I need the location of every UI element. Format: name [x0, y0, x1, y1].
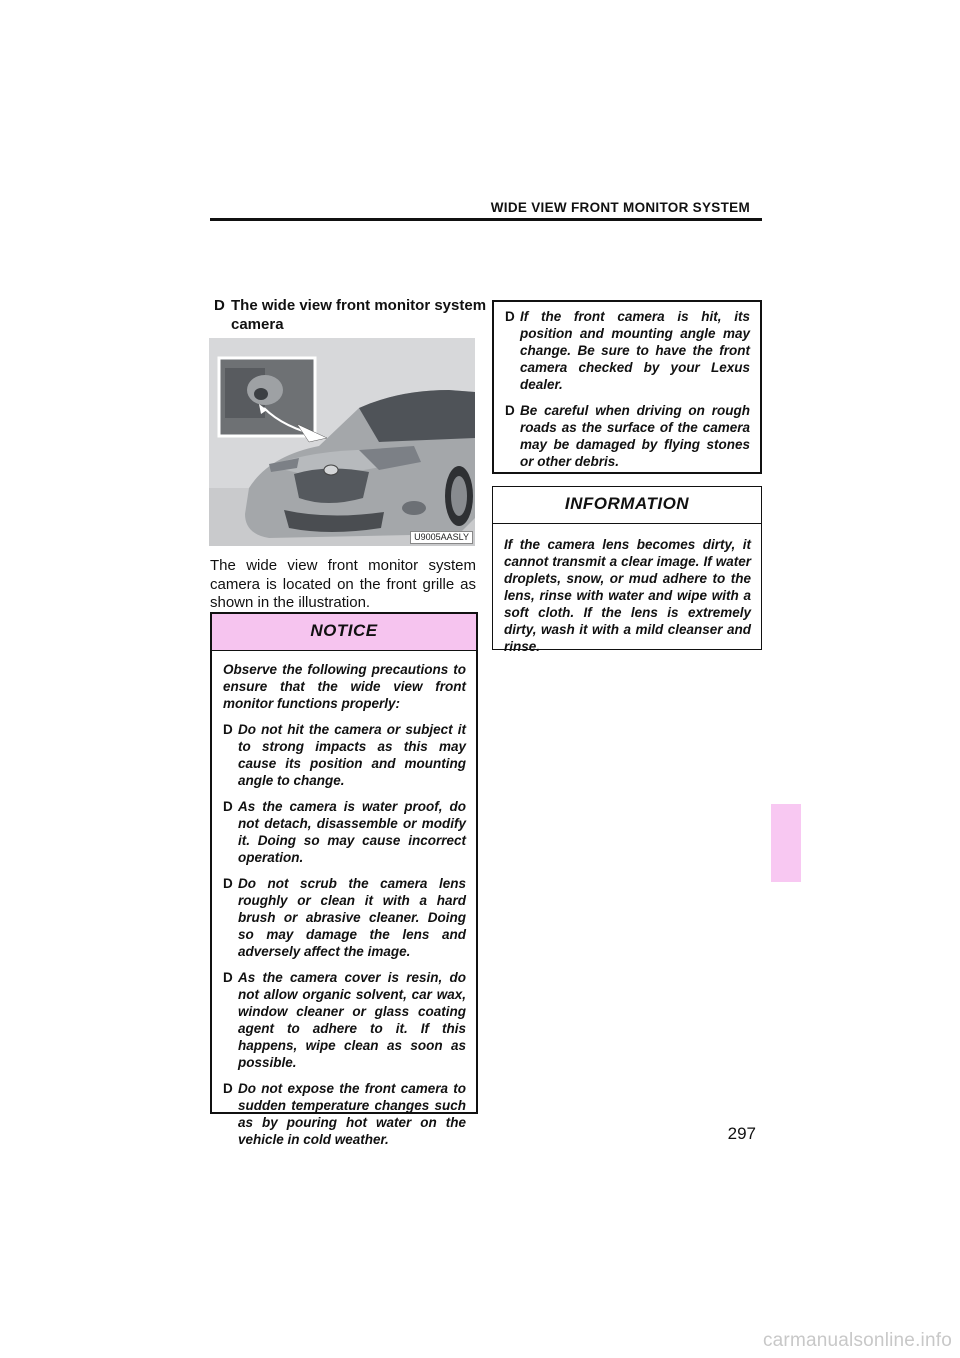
notice-heading: NOTICE [212, 614, 476, 651]
section-side-tab [771, 804, 801, 882]
watermark: carmanualsonline.info [762, 1330, 952, 1351]
image-code-label: U9005AASLY [410, 531, 473, 544]
bullet-symbol: D [223, 799, 233, 814]
notice-item-text: As the camera cover is resin, do not allow organic solvent, car wax, window cleaner or glass coating agent to adhere to it. If this happens, wipe clean as soon as possible. [238, 970, 466, 1070]
notice-item [505, 402, 750, 470]
header-rule [210, 218, 762, 221]
notice-continued-body [494, 302, 760, 470]
car-front-illustration [209, 338, 475, 546]
bullet-symbol: D [505, 403, 515, 418]
bullet-symbol: D [223, 970, 233, 985]
information-box [492, 486, 762, 654]
notice-item-text: Do not hit the camera or subject it to strong impacts as this may cause its position and mounting angle to change. [238, 722, 466, 788]
notice-list [223, 721, 466, 1148]
notice-item [223, 721, 466, 789]
front-camera-photo [209, 338, 475, 546]
notice-item-text: Be careful when driving on rough roads as the surface of the camera may be damaged by flying stones or other debris. [520, 403, 750, 469]
notice-item-text: Do not scrub the camera lens roughly or clean it with a hard brush or abrasive cleaner. Doing so may damage the lens and adversely affect the image. [238, 876, 466, 959]
notice-item [223, 969, 466, 1071]
page-number: 297 [727, 1124, 756, 1143]
camera-heading-text: The wide view front monitor system camera [231, 297, 487, 333]
notice-item-text: If the front camera is hit, its position and mounting angle may change. Be sure to have the front camera checked by your Lexus dealer. [520, 309, 750, 392]
bullet-symbol: D [223, 1081, 233, 1096]
notice-continued-list [505, 308, 750, 470]
notice-item-text: As the camera is water proof, do not detach, disassemble or modify it. Doing so may cause incorrect operation. [238, 799, 466, 865]
information-body [493, 524, 761, 655]
notice-box [210, 612, 478, 1147]
bullet-symbol: D [223, 722, 233, 737]
notice-item [223, 798, 466, 866]
notice-item [505, 308, 750, 393]
notice-intro: Observe the following precautions to ensure that the wide view front monitor functions properly: [223, 662, 466, 711]
bullet-symbol: D [505, 309, 515, 324]
notice-body [212, 651, 476, 1148]
notice-item [223, 875, 466, 960]
section-header-title: WIDE VIEW FRONT MONITOR SYSTEM [490, 200, 750, 215]
camera-location-paragraph: The wide view front monitor system camera is located on the front grille as shown in the illustration. [210, 557, 476, 611]
notice-item [223, 1080, 466, 1148]
camera-bullet-heading [214, 296, 493, 334]
bullet-symbol: D [214, 297, 225, 314]
information-text: If the camera lens becomes dirty, it cannot transmit a clear image. If water droplets, snow, or mud adhere to the lens, rinse with water and wipe with a soft cloth. If the lens is extremely dirty, wash it with a mild cleanser and rinse. [504, 537, 751, 654]
notice-item-text: Do not expose the front camera to sudden temperature changes such as by pouring hot water on the vehicle in cold weather. [238, 1081, 466, 1147]
bullet-symbol: D [223, 876, 233, 891]
information-heading: INFORMATION [493, 487, 761, 524]
notice-continued-box [492, 300, 762, 474]
